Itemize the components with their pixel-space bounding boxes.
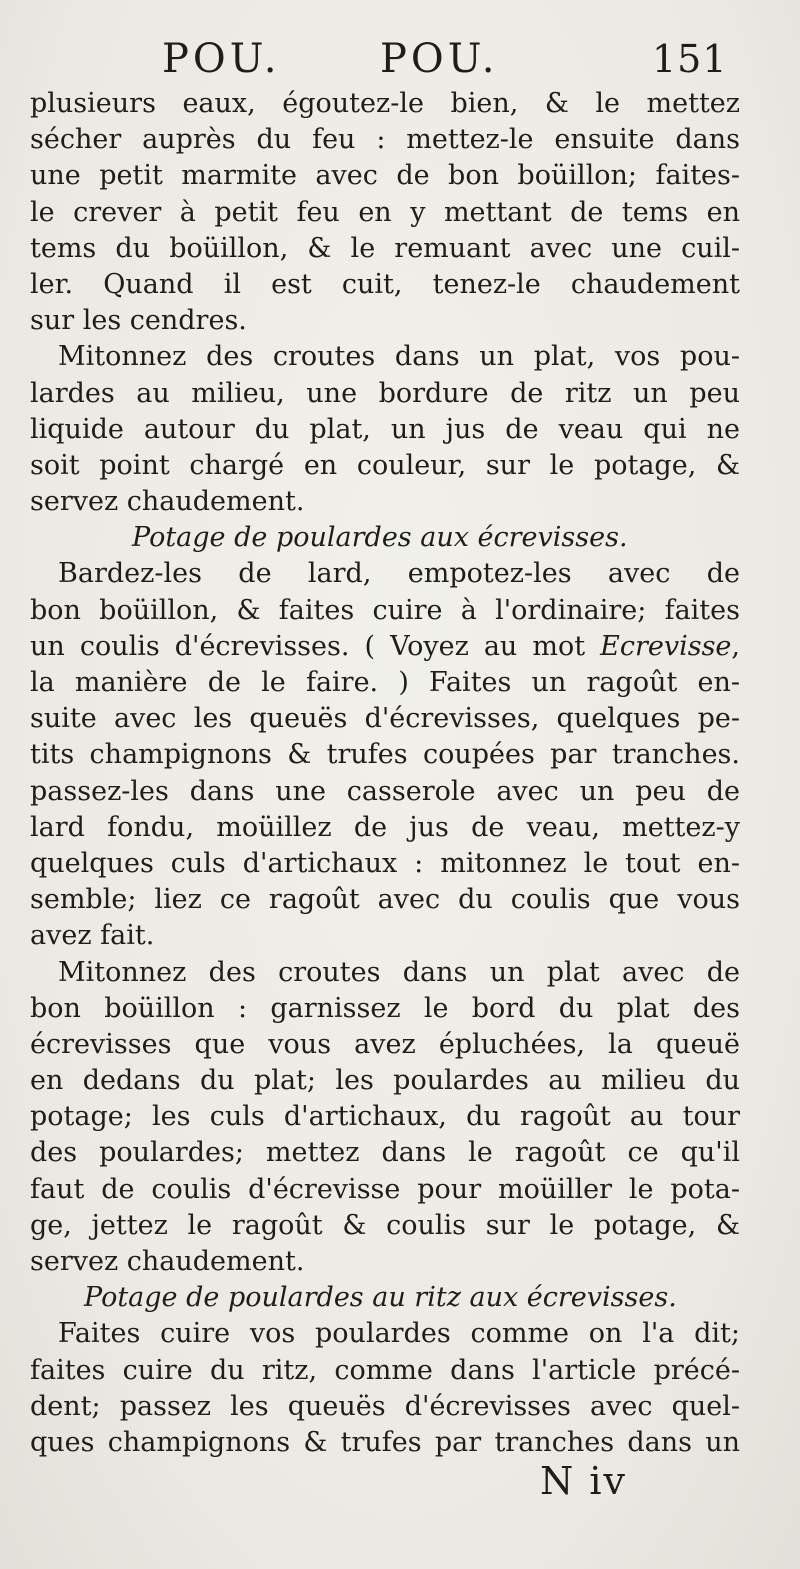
- text-line: Mitonnez des croutes dans un plat avec de: [58, 956, 740, 988]
- text-line: semble; liez ce ragoût avec du coulis que vous: [30, 884, 740, 916]
- text-line: soit point chargé en couleur, sur le potage, &: [30, 449, 740, 481]
- text-line: ge, jettez le ragoût & coulis sur le potage, &: [30, 1209, 740, 1241]
- text-line: potage; les culs d'artichaux, du ragoût au tour: [30, 1101, 740, 1133]
- text-line: suite avec les queuës d'écrevisses, quelques pe-: [30, 703, 740, 735]
- signature-mark: N iv: [540, 1459, 627, 1503]
- text-line: une petit marmite avec de bon boüillon; faites-: [30, 160, 740, 192]
- text-line: servez chaudement.: [30, 486, 305, 518]
- text-line: le crever à petit feu en y mettant de tems en: [30, 196, 740, 228]
- text-line: Mitonnez des croutes dans un plat, vos pou-: [58, 341, 740, 373]
- text-line: servez chaudement.: [30, 1246, 305, 1277]
- text-line: faites cuire du ritz, comme dans l'article précé-: [30, 1354, 740, 1386]
- text-line: des poulardes; mettez dans le ragoût ce qu'il: [30, 1137, 740, 1169]
- text-line: ler. Quand il est cuit, tenez-le chaudement: [30, 268, 740, 300]
- text-line: Bardez-les de lard, empotez-les avec de: [58, 558, 740, 590]
- text-line: écrevisses que vous avez épluchées, la queuë: [30, 1028, 740, 1060]
- text-line: bon boüillon : garnissez le bord du plat des: [30, 992, 740, 1024]
- text-line: dent; passez les queuës d'écrevisses avec quel-: [30, 1390, 740, 1422]
- header-right-word: POU.: [380, 36, 499, 82]
- section-title: Potage de poulardes aux écrevisses.: [132, 522, 628, 554]
- text-line: faut de coulis d'écrevisse pour moüiller le pota-: [30, 1173, 740, 1205]
- section-title: Potage de poulardes au ritz aux écrevisses.: [84, 1282, 677, 1314]
- text-line: passez-les dans une casserole avec un peu de: [30, 775, 740, 807]
- text-line: en dedans du plat; les poulardes au milieu du: [30, 1065, 740, 1097]
- text-line: avez fait.: [30, 920, 155, 952]
- text-line: sur les cendres.: [30, 305, 247, 337]
- text-line: lard fondu, moüillez de jus de veau, mettez-y: [30, 811, 740, 843]
- text-line: bon boüillon, & faites cuire à l'ordinaire; faites: [30, 594, 740, 626]
- body-text: [30, 86, 740, 1461]
- text-line: sécher auprès du feu : mettez-le ensuite dans: [30, 124, 740, 156]
- header-left-word: POU.: [162, 36, 281, 82]
- text-line: Faites cuire vos poulardes comme on l'a dit;: [58, 1318, 740, 1350]
- text-line: tems du boüillon, & le remuant avec une cuil-: [30, 232, 740, 264]
- running-header: [0, 30, 800, 88]
- italic-term: Ecrevisse: [600, 630, 732, 662]
- text-line: la manière de le faire. ) Faites un ragoût en-: [30, 667, 740, 698]
- text-line: un coulis d'écrevisses. ( Voyez au mot Ecrevisse,: [30, 630, 740, 662]
- text-line: tits champignons & trufes coupées par tranches.: [30, 739, 740, 771]
- text-line: lardes au milieu, une bordure de ritz un peu: [30, 377, 740, 409]
- text-line: liquide autour du plat, un jus de veau qui ne: [30, 413, 740, 445]
- text-line: plusieurs eaux, égoutez-le bien, & le mettez: [30, 88, 740, 119]
- page-number: 151: [652, 37, 728, 81]
- text-line: quelques culs d'artichaux : mitonnez le tout en-: [30, 847, 740, 879]
- text-line: ques champignons & trufes par tranches dans un: [30, 1426, 740, 1458]
